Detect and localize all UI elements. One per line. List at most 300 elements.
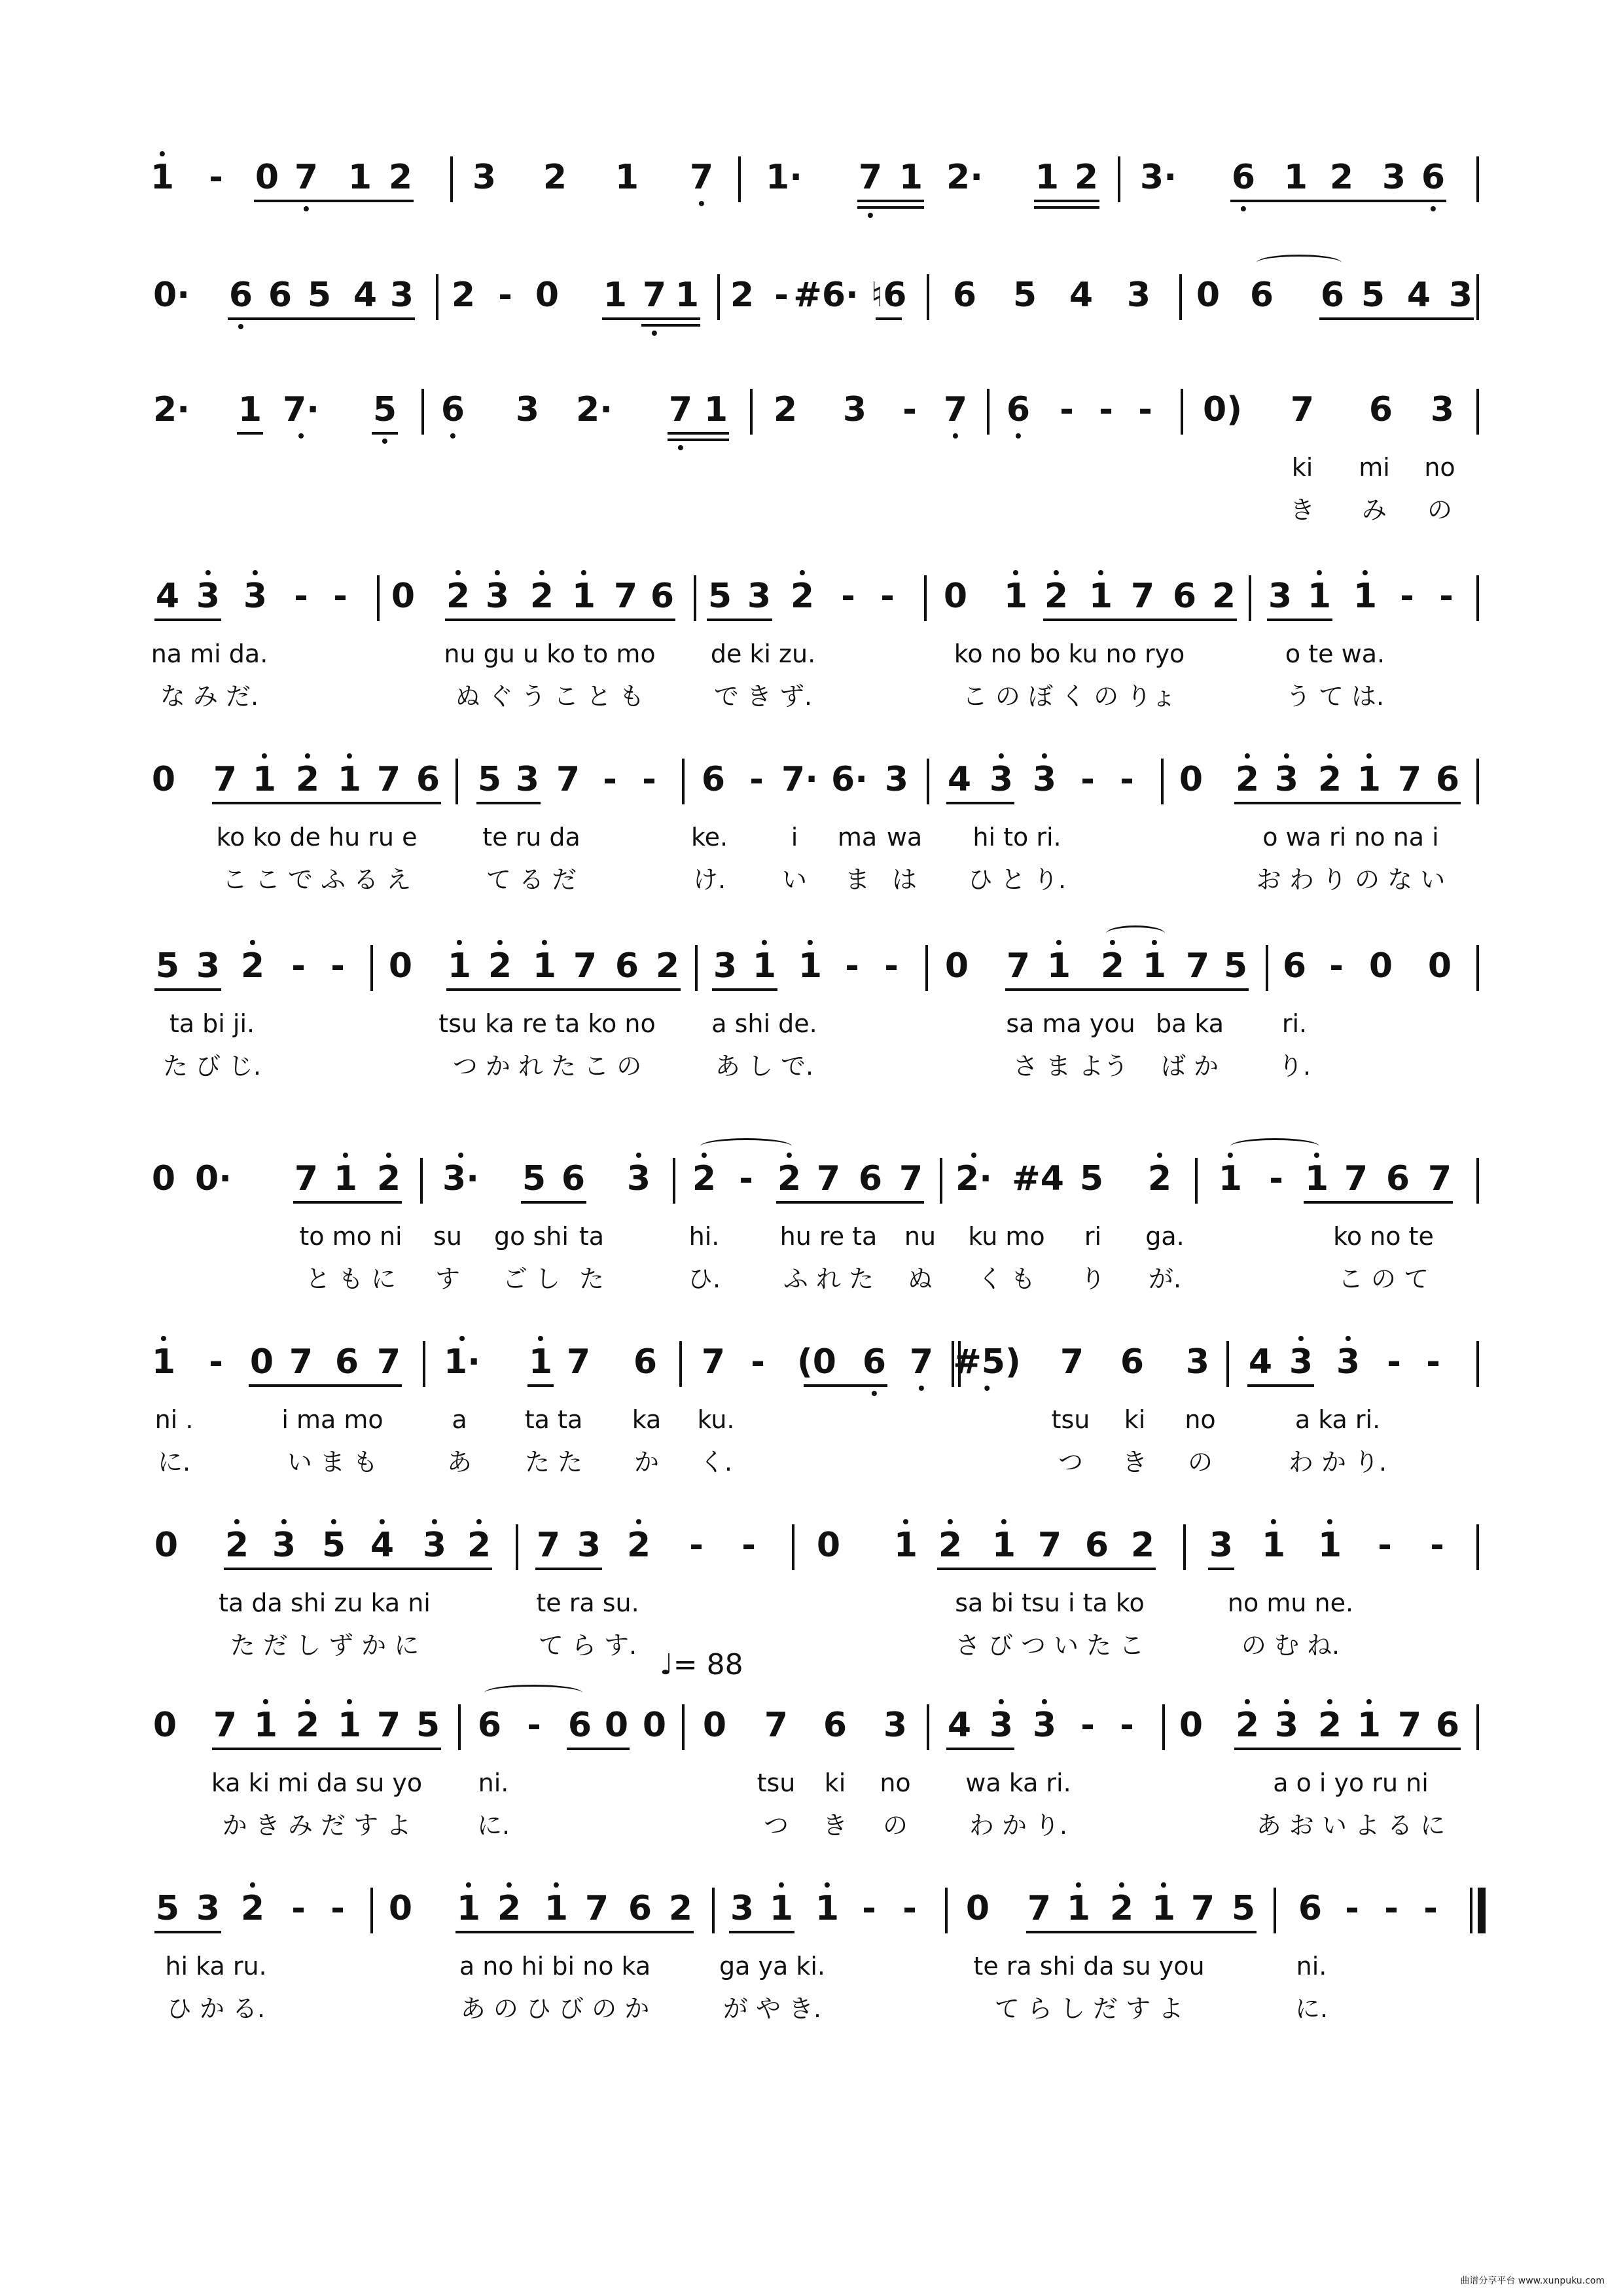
beam-underline <box>293 1201 402 1204</box>
lyric-romaji: su <box>433 1222 462 1251</box>
octave-down-dot <box>1431 206 1436 211</box>
beam-underline <box>535 1568 602 1570</box>
lyric-romaji: te ra shi da su you <box>973 1952 1205 1981</box>
note: 4 <box>947 760 972 799</box>
note: 7 <box>584 1889 609 1928</box>
note: 1 <box>899 158 923 197</box>
lyric-kana: み <box>1361 495 1387 524</box>
note: 1 <box>603 276 628 315</box>
lyric-kana: と も に <box>305 1265 397 1293</box>
lyric-kana: あ <box>446 1448 473 1477</box>
note: 1 <box>992 1528 1016 1562</box>
lyric-romaji: a no hi bi no ka <box>459 1952 651 1981</box>
lyric-kana: に. <box>1294 1994 1329 2023</box>
barline <box>1476 1341 1479 1387</box>
lyric-kana: た だ し ず か に <box>230 1631 419 1660</box>
note: 7 <box>816 1159 841 1198</box>
lyric-romaji: ga. <box>1145 1222 1185 1251</box>
score-row <box>0 1159 1623 1345</box>
lyric-kana: ひ か る. <box>166 1994 266 2023</box>
beam-underline <box>228 317 415 320</box>
lyric-kana: く も <box>977 1265 1036 1293</box>
lyric-romaji: a shi de. <box>711 1009 817 1038</box>
beam-underline <box>455 1931 694 1933</box>
lyric-kana: た び じ. <box>162 1052 262 1081</box>
note: 1 <box>1283 158 1308 197</box>
note: 1 <box>1047 949 1071 983</box>
note: 7 <box>1344 1159 1368 1198</box>
note: 6 <box>650 577 675 616</box>
note: 0 <box>1196 276 1221 315</box>
note: 2 <box>1074 158 1099 197</box>
note: 7 <box>1397 760 1422 799</box>
beam-underline <box>776 1201 924 1204</box>
lyric-kana: て る だ <box>486 865 577 894</box>
note: 1 <box>1004 579 1027 613</box>
note: 5 <box>155 946 180 986</box>
note: 7 <box>1060 1342 1084 1382</box>
note: 3 <box>1268 577 1293 616</box>
note: 2 <box>488 949 512 983</box>
note: 3 <box>627 1162 651 1196</box>
barline <box>1470 1888 1472 1933</box>
note: 7 <box>294 160 318 194</box>
beam-underline <box>212 802 441 804</box>
barline <box>717 274 720 320</box>
beam-underline <box>857 200 924 202</box>
note: 3 <box>1275 1708 1298 1742</box>
lyric-kana: で き ず. <box>713 682 813 711</box>
extension-dash: - <box>749 760 764 799</box>
beam-underline <box>729 1931 794 1933</box>
note: 7 <box>859 160 882 194</box>
note: 1 <box>254 1708 277 1742</box>
note: 1 <box>572 579 596 613</box>
note: 6 <box>268 276 293 315</box>
note: 2 <box>1318 1708 1342 1742</box>
barline <box>1266 945 1268 991</box>
note: 7 <box>764 1706 789 1745</box>
note: 5 <box>373 393 397 427</box>
lyric-romaji: o wa ri no na i <box>1262 823 1439 852</box>
note: 5 <box>155 1889 180 1928</box>
notation-line <box>0 278 1623 363</box>
beam-underline <box>446 988 681 991</box>
lyric-romaji: no <box>880 1768 911 1797</box>
note: 7 <box>669 393 692 427</box>
beam-underline <box>445 619 675 621</box>
lyric-kana: き <box>822 1811 848 1840</box>
note: 1 <box>338 1708 361 1742</box>
extension-dash: - <box>880 577 895 616</box>
lyric-kana: こ の ぼ く の りょ <box>962 682 1177 711</box>
note: 1 <box>1305 1162 1329 1196</box>
note: 6 <box>1421 160 1445 194</box>
notation-line <box>0 160 1623 245</box>
extension-dash: - <box>527 1706 541 1745</box>
extension-dash: - <box>1384 1889 1399 1928</box>
note: 3 <box>272 1528 296 1562</box>
beam-underline <box>154 619 221 621</box>
extension-dash: - <box>333 577 348 616</box>
note: 0 <box>151 760 176 799</box>
note: 2 <box>773 390 798 429</box>
note: 3 <box>883 1706 908 1745</box>
lyric-romaji: wa <box>886 823 923 852</box>
barline <box>1249 575 1251 621</box>
extension-dash: - <box>1378 1526 1392 1565</box>
lyric-romaji: ke. <box>690 823 728 852</box>
extension-dash: - <box>741 1526 756 1565</box>
lyric-kana: さ び つ い た こ <box>955 1631 1145 1660</box>
note: 5 <box>307 276 332 315</box>
lyric-romaji: na mi da. <box>151 639 268 668</box>
barline <box>738 156 741 202</box>
lyric-romaji: ku. <box>697 1405 735 1434</box>
lyric-kana: す <box>435 1265 461 1293</box>
note: #4 <box>1012 1159 1064 1198</box>
beam-underline <box>707 619 772 621</box>
note: 0 <box>388 1889 413 1928</box>
barline <box>924 575 927 621</box>
barline <box>927 1704 929 1750</box>
score-row <box>0 1342 1623 1528</box>
lyric-kana: に. <box>476 1811 510 1840</box>
octave-down-dot <box>298 433 304 439</box>
note: 3 <box>1185 1342 1210 1382</box>
note: 3 <box>747 577 772 616</box>
barline <box>421 389 424 435</box>
extension-dash: - <box>642 760 656 799</box>
score-row <box>0 579 1623 762</box>
note: 0 <box>388 946 413 986</box>
lyric-kana: の む ね. <box>1241 1631 1340 1660</box>
octave-up-dot <box>459 1336 465 1341</box>
extension-dash: - <box>209 158 223 197</box>
barline <box>370 945 373 991</box>
note: 2· <box>946 158 983 197</box>
note: 2 <box>296 1708 319 1742</box>
octave-down-dot <box>450 433 455 439</box>
lyric-romaji: ko no bo ku no ryo <box>954 639 1185 668</box>
note: 7 <box>1290 390 1315 429</box>
note: 2 <box>1101 949 1124 983</box>
lyric-kana: が. <box>1148 1265 1182 1293</box>
note: 3 <box>515 760 540 799</box>
beam-underline <box>154 988 221 991</box>
beam-underline <box>476 802 541 804</box>
extension-dash: - <box>1099 390 1113 429</box>
lyric-romaji: to mo ni <box>299 1222 402 1251</box>
note: 2 <box>451 276 476 315</box>
octave-down-dot <box>678 445 683 450</box>
octave-down-dot <box>872 1391 877 1396</box>
note: 2 <box>1318 762 1342 797</box>
note: 3 <box>730 1889 755 1928</box>
note: 1 <box>457 1892 480 1926</box>
extension-dash: - <box>1400 577 1414 616</box>
note: 5 <box>477 760 502 799</box>
note: 5 <box>1231 1889 1256 1928</box>
lyric-kana: う て は. <box>1285 682 1385 711</box>
note: 2 <box>530 579 554 613</box>
octave-down-dot <box>919 1386 924 1391</box>
lyric-romaji: hi. <box>688 1222 720 1251</box>
note: 1 <box>238 390 262 429</box>
lyric-romaji: wa ka ri. <box>965 1768 1071 1797</box>
lyric-romaji: ni. <box>1296 1952 1327 1981</box>
note: 0 <box>391 577 416 616</box>
note: 2 <box>241 949 264 983</box>
tempo-marking: ♩= 88 <box>660 1648 743 1681</box>
barline <box>1476 945 1479 991</box>
note: 3 <box>1033 762 1056 797</box>
note: 2· <box>576 390 613 429</box>
extension-dash: - <box>1426 1342 1440 1382</box>
lyric-kana: た <box>579 1265 605 1293</box>
note: 7 <box>1185 946 1210 986</box>
barline <box>1183 1524 1186 1570</box>
lyric-kana: は <box>891 865 918 894</box>
note: 3 <box>1126 276 1151 315</box>
note: 3 <box>1033 1708 1056 1742</box>
note: 1 <box>533 949 556 983</box>
score-row <box>0 1528 1623 1712</box>
lyric-kana: つ か れ た こ の <box>452 1052 642 1081</box>
note: 7 <box>643 278 666 312</box>
octave-down-dot <box>238 324 243 329</box>
note: 2 <box>791 579 814 613</box>
note: 1 <box>753 949 776 983</box>
note: 1 <box>253 762 276 797</box>
lyric-kana: ば か <box>1160 1052 1219 1081</box>
lyric-kana: こ こ で ふ る え <box>222 865 412 894</box>
note: 3 <box>884 760 909 799</box>
lyric-kana: ふ れ た <box>783 1265 874 1293</box>
lyric-romaji: i ma mo <box>281 1405 383 1434</box>
lyric-kana: ご し <box>502 1265 561 1293</box>
note: 7 <box>701 1342 726 1382</box>
extension-dash: - <box>1080 1706 1095 1745</box>
lyric-romaji: ri. <box>1281 1009 1308 1038</box>
note: 3 <box>196 579 220 613</box>
octave-down-dot <box>1016 433 1021 439</box>
lyric-kana: お わ り の な い <box>1256 865 1446 894</box>
note: 2 <box>938 1528 962 1562</box>
lyric-kana: り. <box>1277 1052 1311 1081</box>
beam-underline <box>1234 802 1461 804</box>
note: 2 <box>446 579 470 613</box>
extension-dash: - <box>689 1526 704 1565</box>
extension-dash: - <box>1120 760 1134 799</box>
note: 0 <box>1179 1706 1204 1745</box>
beam-underline <box>946 802 1014 804</box>
note: 0 <box>1179 760 1204 799</box>
barline <box>750 389 753 435</box>
barline <box>1179 274 1182 320</box>
note: 1 <box>815 1892 839 1926</box>
note: 1 <box>1089 579 1113 613</box>
barline <box>712 1888 715 1933</box>
octave-up-dot <box>1157 1153 1162 1158</box>
extension-dash: - <box>603 760 617 799</box>
extension-dash: - <box>841 577 855 616</box>
barline <box>673 1158 675 1204</box>
note: 3 <box>1430 390 1455 429</box>
lyric-kana: に. <box>157 1448 191 1477</box>
note: 0) <box>1203 390 1242 429</box>
note: 3 <box>1289 1345 1313 1379</box>
octave-down-dot <box>953 433 958 439</box>
note: 7· <box>781 760 818 799</box>
note: 6 <box>1435 760 1460 799</box>
note: 3 <box>389 276 414 315</box>
slur <box>700 1138 792 1155</box>
note: 3 <box>990 762 1013 797</box>
extension-dash: - <box>291 946 306 986</box>
lyric-kana: つ <box>763 1811 789 1840</box>
note: 1 <box>615 158 639 197</box>
barline <box>436 274 438 320</box>
note: 0 <box>642 1706 667 1745</box>
slur <box>484 1685 582 1701</box>
note: 2 <box>1236 762 1259 797</box>
note: 1 <box>1357 762 1381 797</box>
barline <box>1118 156 1120 202</box>
lyric-kana: い ま も <box>287 1448 378 1477</box>
lyric-kana: の <box>1427 495 1453 524</box>
note: 4 <box>947 1706 972 1745</box>
note: 0 <box>944 946 969 986</box>
footer-watermark: 曲谱分享平台 www.xunpuku.com <box>1460 2276 1605 2286</box>
extension-dash: - <box>1120 1706 1134 1745</box>
lyric-kana: か き み だ す よ <box>222 1811 412 1840</box>
lyric-romaji: a o i yo ru ni <box>1273 1768 1429 1797</box>
beam-underline <box>1043 619 1237 621</box>
note: 1 <box>1353 579 1377 613</box>
note: 0 <box>1427 946 1452 986</box>
note: 6 <box>1232 160 1255 194</box>
lyric-kana: ま <box>844 865 870 894</box>
note: 3 <box>1209 1526 1234 1565</box>
note: 7 <box>566 1342 591 1382</box>
note: 0 <box>249 1342 274 1382</box>
beam-underline <box>1034 200 1099 202</box>
octave-up-dot <box>636 1153 641 1158</box>
extension-dash: - <box>330 946 345 986</box>
note: 3 <box>423 1528 446 1562</box>
barline <box>1162 1704 1165 1750</box>
note: 4 <box>1248 1342 1273 1382</box>
lyric-romaji: ma <box>837 823 878 852</box>
extension-dash: - <box>1345 1889 1359 1928</box>
extension-dash: - <box>1060 390 1074 429</box>
beam-underline <box>224 1568 492 1570</box>
barline <box>1476 389 1479 435</box>
octave-down-dot <box>382 439 387 444</box>
note: 6 <box>229 278 253 312</box>
lyric-romaji: a <box>452 1405 467 1434</box>
lyric-romaji: ka <box>632 1405 662 1434</box>
note: 1 <box>1308 579 1331 613</box>
lyric-romaji: tsu ka re ta ko no <box>438 1009 656 1038</box>
lyric-kana: ぬ ぐ う こ と も <box>455 682 645 711</box>
note: 1 <box>1152 1892 1175 1926</box>
extension-dash: - <box>1430 1526 1444 1565</box>
note: 7 <box>213 1706 238 1745</box>
beam-underline <box>521 1201 586 1204</box>
note: 3 <box>1448 276 1473 315</box>
extension-dash: - <box>1387 1342 1401 1382</box>
barline <box>377 575 380 621</box>
lyric-kana: こ の て <box>1338 1265 1429 1293</box>
barline <box>682 1704 685 1750</box>
lyric-kana: い <box>781 865 808 894</box>
note: 0 <box>816 1526 841 1565</box>
note: (0 <box>797 1342 836 1382</box>
note: 6 <box>858 1159 883 1198</box>
beam-underline <box>1034 206 1099 209</box>
note: 7 <box>376 1706 401 1745</box>
lyric-romaji: te ra su. <box>536 1588 639 1617</box>
note: #6· <box>793 276 859 315</box>
barline <box>679 1341 682 1387</box>
lyric-romaji: a ka ri. <box>1294 1405 1381 1434</box>
slur <box>1257 255 1342 271</box>
note: 7 <box>1190 1889 1215 1928</box>
barline <box>370 1888 373 1933</box>
note: 3 <box>515 390 540 429</box>
lyric-romaji: nu gu u ko to mo <box>444 639 656 668</box>
note: 5 <box>416 1706 440 1745</box>
beam-underline <box>946 1748 1014 1750</box>
note: 1· <box>444 1345 480 1379</box>
lyric-romaji: tsu <box>757 1768 796 1797</box>
note: 6 <box>1435 1706 1460 1745</box>
note: 0 <box>1368 946 1393 986</box>
beam-underline <box>1319 317 1474 320</box>
note: 6 <box>1368 390 1393 429</box>
note: 7 <box>910 1345 933 1379</box>
note: 5 <box>707 577 732 616</box>
score-row <box>0 946 1623 1132</box>
note: 3 <box>243 579 267 613</box>
beam-underline <box>1247 1384 1314 1387</box>
extension-dash: - <box>291 1889 306 1928</box>
note: 2 <box>668 1889 693 1928</box>
extension-dash: - <box>209 1342 223 1382</box>
octave-down-dot <box>652 331 657 336</box>
note: 7 <box>573 946 597 986</box>
note: 7 <box>376 1342 401 1382</box>
beam-underline <box>1230 200 1446 202</box>
note: 2 <box>777 1162 801 1196</box>
lyric-kana: ひ. <box>687 1265 721 1293</box>
lyric-romaji: hu re ta <box>779 1222 878 1251</box>
lyric-kana: き <box>1122 1448 1148 1477</box>
octave-up-dot <box>386 1153 391 1158</box>
note: 7 <box>944 393 967 427</box>
note: 3 <box>1382 158 1406 197</box>
note: 6 <box>615 946 639 986</box>
score-row <box>0 1889 1623 2075</box>
note: 7 <box>690 160 713 194</box>
lyric-romaji: o te wa. <box>1285 639 1385 668</box>
lyric-kana: て ら す. <box>538 1631 637 1660</box>
note: 6 <box>441 393 465 427</box>
note: 2 <box>1329 158 1354 197</box>
note: 6 <box>952 276 977 315</box>
